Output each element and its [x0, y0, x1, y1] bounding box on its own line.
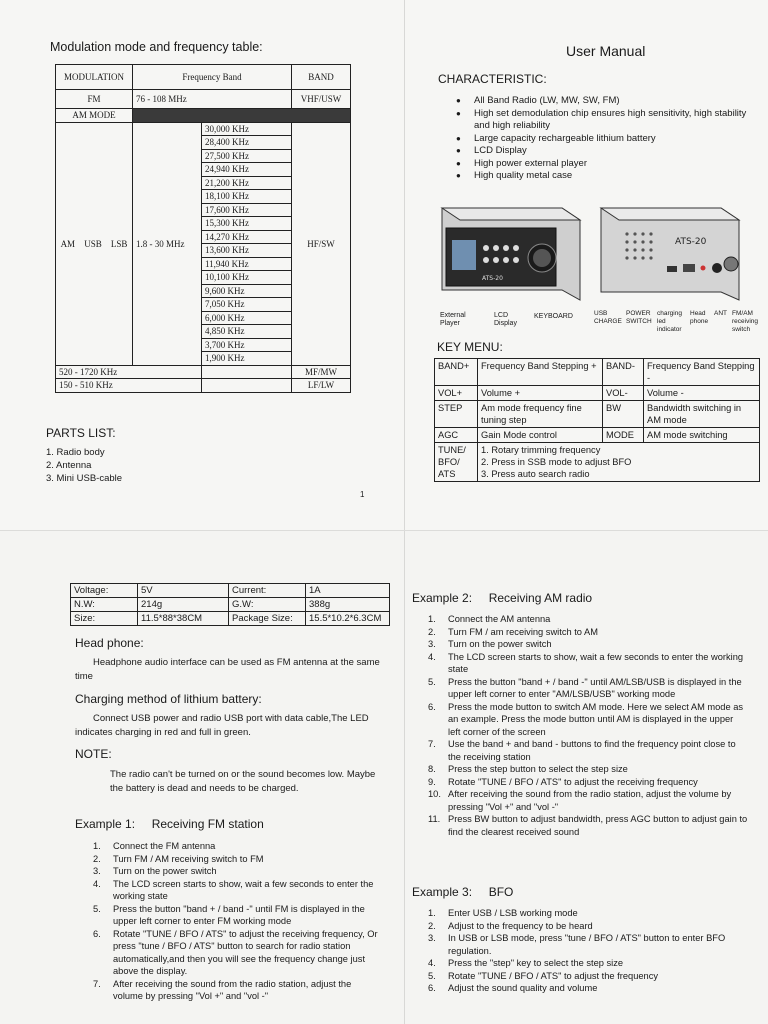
spec-value: 15.5*10.2*6.3CM — [306, 612, 390, 626]
example3-steps — [428, 907, 748, 995]
feature-item: ● Large capacity rechargeable lithium battery — [456, 133, 756, 146]
spec-label: N.W: — [71, 598, 138, 612]
spec-label: Voltage: — [71, 584, 138, 598]
spec-value: 5V — [138, 584, 229, 598]
key-mode-desc: AM mode switching — [644, 428, 760, 443]
key-step-desc: Am mode frequency fine tuning step — [478, 401, 603, 428]
tune-desc-line: 2. Press in SSB mode to adjust BFO — [481, 457, 632, 467]
key-tune-line: ATS — [438, 469, 456, 479]
sw-step: 3,700 KHz — [202, 338, 292, 352]
key-tune-line: TUNE/ — [438, 445, 466, 455]
step-item — [428, 613, 748, 626]
mw-band: MF/MW — [292, 365, 351, 379]
step-text: The LCD screen starts to show, wait a few seconds to enter the working state — [113, 878, 374, 901]
key-vol-plus-desc: Volume + — [478, 386, 603, 401]
step-item — [93, 928, 383, 978]
key-band-minus-desc: Frequency Band Stepping - — [644, 359, 760, 386]
step-text: Enter USB / LSB working mode — [448, 908, 578, 918]
step-number: 7. — [93, 978, 101, 989]
back-label-charging: charging led indicator — [657, 310, 682, 333]
step-text: Press the button "band + / band -" until AM/LSB/USB is displayed in the upper left corner to enter "AM/LSB/USB" working mode — [448, 676, 742, 699]
back-label-power: POWER SWITCH — [626, 310, 652, 325]
sw-step: 24,940 KHz — [202, 163, 292, 177]
key-tune-desc — [478, 443, 760, 482]
charging-heading: Charging method of lithium battery: — [75, 692, 262, 706]
step-number: 11. — [428, 814, 441, 824]
spec-label: G.W: — [229, 598, 306, 612]
step-text: After receiving the sound from the radio station, adjust the volume by pressing "Vol +" and "vol -" — [448, 789, 732, 812]
modulation-heading: Modulation mode and frequency table: — [50, 40, 263, 54]
sw-step: 1,900 KHz — [202, 352, 292, 366]
sw-step: 4,850 KHz — [202, 325, 292, 339]
step-text: Turn FM / am receiving switch to AM — [448, 626, 598, 637]
col-frequency-band: Frequency Band — [133, 65, 292, 90]
step-item — [428, 957, 748, 970]
step-text: In USB or LSB mode, press "tune / BFO / ATS" button to enter BFO regulation. — [448, 933, 726, 956]
example2-heading: Example 2: Receiving AM radio — [412, 591, 593, 605]
back-label-fmam: FM/AM receiving switch — [732, 310, 759, 333]
key-tune — [435, 443, 478, 482]
step-item — [93, 878, 383, 903]
hf-band: HF/SW — [292, 122, 351, 365]
col-band: BAND — [292, 65, 351, 90]
mw-spacer — [202, 365, 292, 379]
step-item — [428, 763, 748, 776]
manual-title: User Manual — [566, 43, 646, 59]
characteristic-heading: CHARACTERISTIC: — [438, 72, 547, 86]
fm-range: 76 - 108 MHz — [133, 90, 292, 109]
front-label-external: External Player — [440, 312, 466, 327]
feature-item: ● LCD Display — [456, 145, 756, 158]
step-text: Press the mode button to switch AM mode. Here we select AM mode as an example. Press the mode button until AM is displayed in the upper left corner of the screen — [448, 701, 744, 737]
step-text: Press BW button to adjust bandwidth, press AGC button to adjust gain to find the clearest received sound — [448, 814, 748, 837]
lsb-label: LSB — [110, 238, 128, 249]
fm-cell: FM — [56, 90, 133, 109]
fm-band: VHF/USW — [292, 90, 351, 109]
lw-range: 150 - 510 KHz — [56, 379, 202, 393]
am-label: AM — [60, 238, 76, 249]
am-usb-lsb-cell — [56, 122, 133, 365]
example1-heading: Example 1: Receiving FM station — [75, 817, 264, 831]
step-number: 5. — [93, 903, 101, 914]
radio-front-illustration — [434, 200, 584, 315]
parts-list — [46, 446, 122, 485]
feature-list — [456, 95, 756, 183]
step-item — [428, 676, 748, 701]
parts-item: 2. Antenna — [46, 460, 92, 471]
step-text: Adjust the sound quality and volume — [448, 983, 598, 993]
sw-step: 15,300 KHz — [202, 217, 292, 231]
page-number: 1 — [360, 490, 365, 499]
spec-value: 214g — [138, 598, 229, 612]
step-item — [428, 776, 748, 789]
key-vol-minus: VOL- — [603, 386, 644, 401]
sw-rows — [56, 122, 351, 365]
step-number: 5. — [428, 970, 436, 981]
step-number: 6. — [428, 701, 436, 712]
key-mode: MODE — [603, 428, 644, 443]
key-bw: BW — [603, 401, 644, 428]
spec-value: 11.5*88*38CM — [138, 612, 229, 626]
sw-step: 18,100 KHz — [202, 190, 292, 204]
step-number: 2. — [428, 920, 436, 931]
step-number: 6. — [93, 928, 101, 939]
note-heading: NOTE: — [75, 747, 112, 761]
step-number: 3. — [428, 933, 436, 943]
parts-item: 3. Mini USB-cable — [46, 473, 123, 484]
step-text: Press the button "band + / band -" until FM is displayed in the upper left corner to enter FM working mode — [113, 903, 365, 926]
step-number: 6. — [428, 983, 436, 993]
step-text: After receiving the sound from the radio station, adjust the volume by pressing "Vol +" and "vol -" — [113, 978, 352, 1001]
step-item — [428, 813, 748, 838]
step-text: Turn FM / AM receiving switch to FM — [113, 853, 264, 864]
front-label-lcd: LCD Display — [494, 312, 517, 327]
step-item — [93, 853, 383, 866]
sw-step: 28,400 KHz — [202, 136, 292, 150]
step-item — [428, 932, 748, 957]
step-item — [428, 982, 748, 995]
usb-label: USB — [84, 238, 102, 249]
key-band-plus: BAND+ — [435, 359, 478, 386]
step-text: Use the band + and band - buttons to find the frequency point close to the receiving station — [448, 739, 736, 762]
front-label-keyboard: KEYBOARD — [534, 313, 573, 320]
sw-row — [56, 122, 351, 136]
front-screen-label: ATS-20 — [482, 275, 503, 282]
step-number: 4. — [428, 958, 436, 968]
step-item — [428, 651, 748, 676]
key-vol-plus: VOL+ — [435, 386, 478, 401]
step-number: 3. — [93, 866, 101, 876]
key-menu-heading: KEY MENU: — [437, 340, 503, 354]
step-item — [428, 638, 748, 651]
step-item — [428, 920, 748, 933]
key-agc: AGC — [435, 428, 478, 443]
spec-value: 388g — [306, 598, 390, 612]
step-text: Rotate "TUNE / BFO / ATS" to adjust the receiving frequency — [448, 776, 698, 787]
modulation-table — [55, 64, 351, 393]
step-item — [428, 626, 748, 639]
parts-item: 1. Radio body — [46, 447, 105, 458]
charging-text: Connect USB power and radio USB port with data cable,The LED indicates charging in red and full in green. — [75, 713, 369, 738]
mw-range: 520 - 1720 KHz — [56, 365, 202, 379]
step-text: Rotate "TUNE / BFO / ATS" to adjust the receiving frequency, Or press "tune / BFO / ATS" button to search for radio station automatically,and then you will see the frequency change just above the display. — [113, 928, 378, 976]
sw-step: 7,050 KHz — [202, 298, 292, 312]
radio-back-illustration — [597, 200, 757, 312]
example3-heading: Example 3: BFO — [412, 885, 514, 899]
sw-step: 10,100 KHz — [202, 271, 292, 285]
step-text: Press the "step" key to select the step size — [448, 958, 624, 968]
sw-step: 27,500 KHz — [202, 149, 292, 163]
spec-label: Current: — [229, 584, 306, 598]
key-agc-desc: Gain Mode control — [478, 428, 603, 443]
back-label-ant: ANT — [714, 310, 727, 317]
key-step: STEP — [435, 401, 478, 428]
key-vol-minus-desc: Volume - — [644, 386, 760, 401]
step-number: 4. — [428, 651, 436, 662]
step-item — [428, 738, 748, 763]
key-tune-line: BFO/ — [438, 457, 460, 467]
step-text: Turn on the power switch — [113, 866, 217, 876]
sw-step: 17,600 KHz — [202, 203, 292, 217]
feature-item: ● All Band Radio (LW, MW, SW, FM) — [456, 95, 756, 108]
sw-step: 13,600 KHz — [202, 244, 292, 258]
step-number: 1. — [428, 908, 436, 918]
step-item — [428, 907, 748, 920]
step-item — [428, 788, 748, 813]
fold-line-vertical — [404, 0, 405, 1024]
back-label-headphone: Head phone — [690, 310, 709, 325]
step-number: 1. — [428, 614, 436, 624]
am-mode-cell: AM MODE — [56, 109, 133, 123]
step-item — [93, 903, 383, 928]
step-number: 5. — [428, 676, 436, 687]
spec-label: Size: — [71, 612, 138, 626]
spec-value: 1A — [306, 584, 390, 598]
step-number: 9. — [428, 776, 436, 787]
step-number: 8. — [428, 764, 436, 774]
step-number: 4. — [93, 878, 101, 889]
sw-step: 11,940 KHz — [202, 257, 292, 271]
step-number: 7. — [428, 739, 436, 749]
step-text: The LCD screen starts to show, wait a few seconds to enter the working state — [448, 651, 744, 674]
lw-spacer — [202, 379, 292, 393]
step-text: Adjust to the frequency to be heard — [448, 920, 593, 931]
sw-step: 9,600 KHz — [202, 284, 292, 298]
step-number: 2. — [93, 853, 101, 864]
step-text: Connect the AM antenna — [448, 614, 551, 624]
col-modulation: MODULATION — [56, 65, 133, 90]
sw-step: 6,000 KHz — [202, 311, 292, 325]
lw-band: LF/LW — [292, 379, 351, 393]
feature-item: ● High set demodulation chip ensures high sensitivity, high stability and high reliability — [456, 108, 756, 133]
step-text: Connect the FM antenna — [113, 841, 216, 851]
key-menu-table — [434, 358, 760, 482]
example1-steps — [93, 840, 383, 1003]
step-text: Press the step button to select the step size — [448, 764, 628, 774]
step-item — [93, 865, 383, 878]
hf-range: 1.8 - 30 MHz — [133, 122, 202, 365]
step-number: 3. — [428, 639, 436, 649]
step-item — [93, 840, 383, 853]
step-text: Rotate "TUNE / BFO / ATS" to adjust the frequency — [448, 970, 659, 981]
step-number: 1. — [93, 841, 101, 851]
key-band-plus-desc: Frequency Band Stepping + — [478, 359, 603, 386]
spec-table — [70, 583, 390, 626]
key-band-minus: BAND- — [603, 359, 644, 386]
sw-step: 30,000 KHz — [202, 122, 292, 136]
parts-heading: PARTS LIST: — [46, 426, 116, 440]
tune-desc-line: 1. Rotary trimming frequency — [481, 445, 601, 455]
step-item — [93, 978, 383, 1003]
feature-item: ● High power external player — [456, 158, 756, 171]
back-model-label: ATS-20 — [675, 237, 707, 247]
step-number: 10. — [428, 789, 441, 799]
step-item — [428, 701, 748, 739]
example2-steps — [428, 613, 748, 838]
feature-item: ● High quality metal case — [456, 170, 756, 183]
sw-step: 14,270 KHz — [202, 230, 292, 244]
step-number: 2. — [428, 626, 436, 637]
tune-desc-line: 3. Press auto search radio — [481, 469, 590, 479]
sw-step: 21,200 KHz — [202, 176, 292, 190]
step-item — [428, 970, 748, 983]
step-text: Turn on the power switch — [448, 639, 552, 649]
am-mode-bar — [133, 109, 351, 123]
note-text: The radio can't be turned on or the sound becomes low. Maybe the battery is dead and needs to be charged. — [110, 769, 376, 794]
headphone-text: Headphone audio interface can be used as FM antenna at the same time — [75, 657, 380, 682]
fold-line-horizontal — [0, 530, 768, 531]
back-label-usb: USB CHARGE — [594, 310, 622, 325]
spec-label: Package Size: — [229, 612, 306, 626]
headphone-heading: Head phone: — [75, 636, 144, 650]
key-bw-desc: Bandwidth switching in AM mode — [644, 401, 760, 428]
